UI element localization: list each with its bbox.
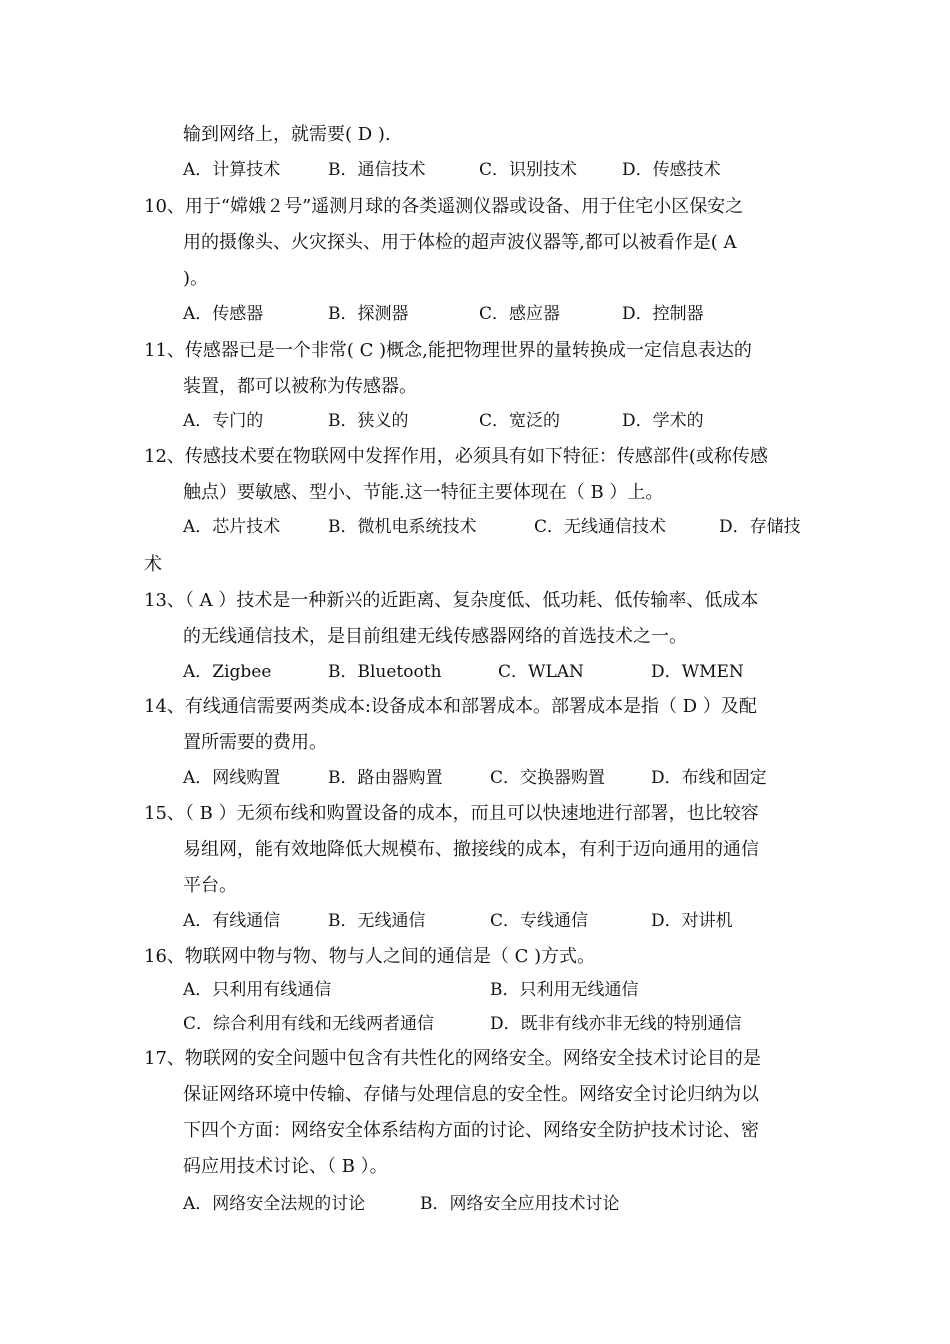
question-10-stem-line-1: 10、用于“嫦娥２号”遥测月球的各类遥测仪器或设备、用于住宅小区保安之 <box>144 196 744 217</box>
question-9-option-b: B．通信技术 <box>328 160 426 180</box>
question-10-option-d: D．控制器 <box>622 304 704 324</box>
question-10-stem-line-3: )。 <box>183 268 209 289</box>
question-9-option-a: A．计算技术 <box>183 160 281 180</box>
question-14-stem-line-1: 14、有线通信需要两类成本:设备成本和部署成本。部署成本是指（ D ）及配 <box>144 696 757 717</box>
question-13-stem-line-2: 的无线通信技术，是目前组建无线传感器网络的首选技术之一。 <box>183 626 687 647</box>
question-14-option-c: C．交换器购置 <box>490 768 606 788</box>
question-13-option-c: C．WLAN <box>498 662 584 682</box>
question-14-option-d: D．布线和固定 <box>651 768 767 788</box>
question-12-option-a: A．芯片技术 <box>183 517 281 537</box>
question-15-option-c: C．专线通信 <box>490 911 589 931</box>
question-11-stem-line-1: 11、传感器已是一个非常( C )概念,能把物理世界的量转换成一定信息表达的 <box>144 340 752 361</box>
question-9-stem-tail: 输到网络上，就需要( D ). <box>183 124 391 145</box>
question-17-stem-line-2: 保证网络环境中传输、存储与处理信息的安全性。网络安全讨论归纳为以 <box>183 1084 759 1105</box>
question-11-stem-line-2: 装置，都可以被称为传感器。 <box>183 376 417 397</box>
question-17-option-b: B．网络安全应用技术讨论 <box>420 1194 620 1214</box>
question-12-stem-line-1: 12、传感技术要在物联网中发挥作用，必须具有如下特征：传感部件(或称传感 <box>144 446 768 467</box>
question-15-stem-line-3: 平台。 <box>183 875 237 896</box>
question-11-option-d: D．学术的 <box>622 411 704 431</box>
question-12-stem-line-2: 触点）要敏感、型小、节能.这一特征主要体现在（ B ）上。 <box>183 482 664 503</box>
question-10-option-a: A．传感器 <box>183 304 264 324</box>
question-16-option-d: D．既非有线亦非无线的特别通信 <box>490 1014 742 1034</box>
question-10-option-b: B．探测器 <box>328 304 409 324</box>
question-17-stem-line-3: 下四个方面：网络安全体系结构方面的讨论、网络安全防护技术讨论、密 <box>183 1120 759 1141</box>
question-11-option-c: C．宽泛的 <box>479 411 561 431</box>
question-11-option-b: B．狭义的 <box>328 411 409 431</box>
question-16-option-c: C．综合利用有线和无线两者通信 <box>183 1014 435 1034</box>
question-14-stem-line-2: 置所需要的费用。 <box>183 732 327 753</box>
question-15-option-a: A．有线通信 <box>183 911 281 931</box>
question-15-stem-line-1: 15、（ B ）无须布线和购置设备的成本，而且可以快速地进行部署，也比较容 <box>144 803 759 824</box>
question-16-option-b: B．只利用无线通信 <box>490 980 639 1000</box>
question-15-option-d: D．对讲机 <box>651 911 733 931</box>
question-17-option-a: A．网络安全法规的讨论 <box>183 1194 366 1214</box>
question-13-option-d: D．WMEN <box>651 662 744 682</box>
question-13-option-b: B．Bluetooth <box>328 662 442 682</box>
question-9-option-c: C．识别技术 <box>479 160 578 180</box>
question-12-option-b: B．微机电系统技术 <box>328 517 477 537</box>
question-10-option-c: C．感应器 <box>479 304 561 324</box>
question-13-option-a: A．Zigbee <box>183 662 272 682</box>
question-17-stem-line-4: 码应用技术讨论、（ B ）。 <box>183 1156 388 1177</box>
question-14-option-b: B．路由器购置 <box>328 768 443 788</box>
question-15-option-b: B．无线通信 <box>328 911 426 931</box>
question-10-stem-line-2: 用的摄像头、火灾探头、用于体检的超声波仪器等,都可以被看作是( A <box>183 232 737 253</box>
question-14-option-a: A．网线购置 <box>183 768 281 788</box>
question-13-stem-line-1: 13、（ A ）技术是一种新兴的近距离、复杂度低、低功耗、低传输率、低成本 <box>144 590 759 611</box>
question-16-option-a: A．只利用有线通信 <box>183 980 332 1000</box>
question-12-option-c: C．无线通信技术 <box>534 517 667 537</box>
question-9-option-d: D．传感技术 <box>622 160 721 180</box>
question-12-option-d-wrap: 术 <box>144 554 162 575</box>
question-12-option-d: D．存储技 <box>719 517 801 537</box>
question-11-option-a: A．专门的 <box>183 411 264 431</box>
question-16-stem-line-1: 16、物联网中物与物、物与人之间的通信是（ C )方式。 <box>144 946 596 967</box>
question-15-stem-line-2: 易组网，能有效地降低大规模布、撤接线的成本，有利于迈向通用的通信 <box>183 839 759 860</box>
question-17-stem-line-1: 17、物联网的安全问题中包含有共性化的网络安全。网络安全技术讨论目的是 <box>144 1048 761 1069</box>
